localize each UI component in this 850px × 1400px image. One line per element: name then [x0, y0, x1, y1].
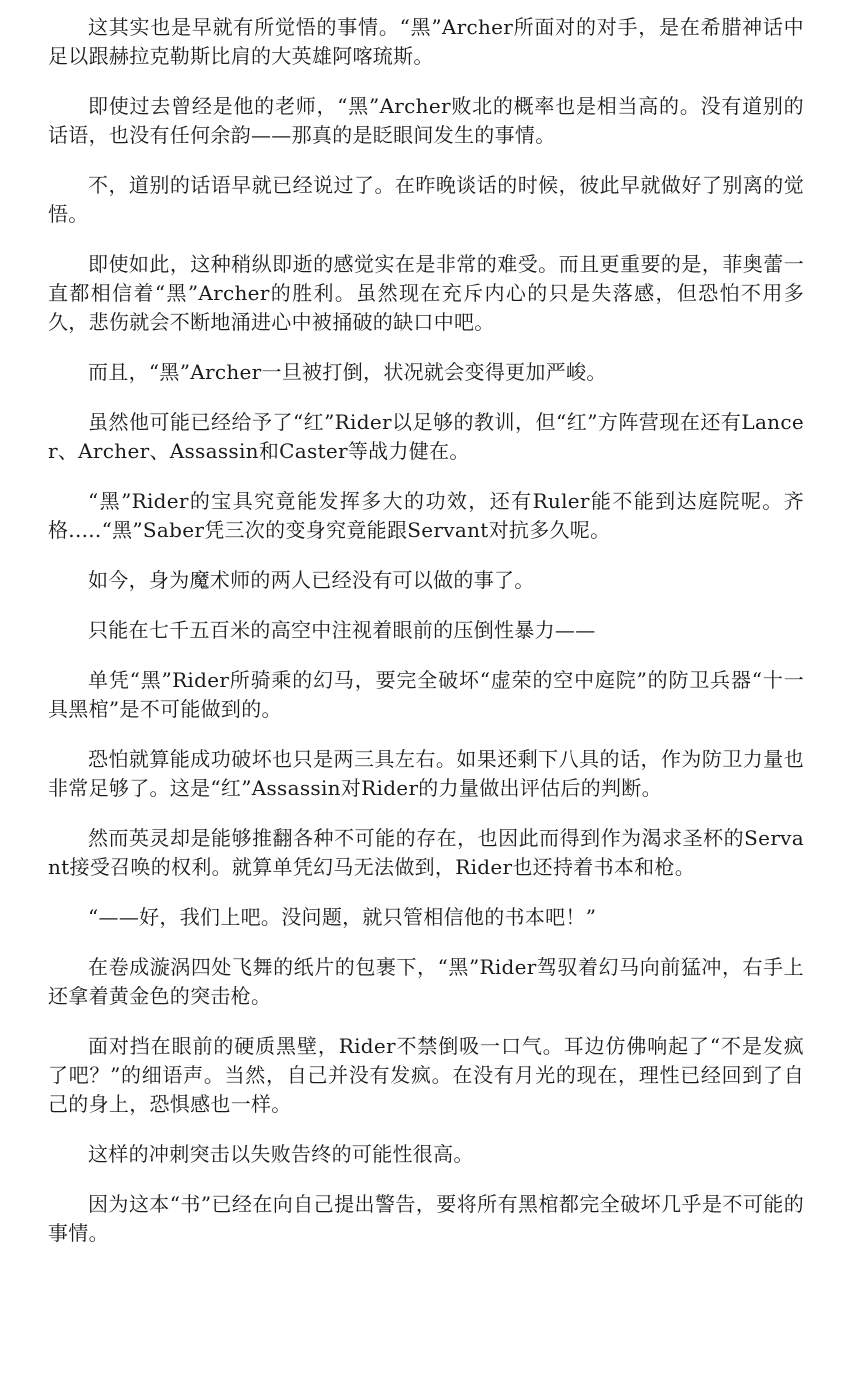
paragraph: 这其实也是早就有所觉悟的事情。“黑”Archer所面对的对手，是在希腊神话中足以跟赫拉克勒斯比肩的大英雄阿喀琉斯。 — [48, 15, 804, 68]
paragraph: 恐怕就算能成功破坏也只是两三具左右。如果还剩下八具的话，作为防卫力量也非常足够了。这是“红”Assassin对Rider的力量做出评估后的判断。 — [48, 747, 804, 800]
paragraph: “——好，我们上吧。没问题，就只管相信他的书本吧！” — [88, 905, 597, 929]
novel-page — [48, 13, 804, 1269]
paragraph: 然而英灵却是能够推翻各种不可能的存在，也因此而得到作为渴求圣杯的Servant接受召唤的权利。就算单凭幻马无法做到，Rider也还持着书本和枪。 — [48, 826, 804, 879]
paragraph: “黑”Rider的宝具究竟能发挥多大的功效，还有Ruler能不能到达庭院呢。齐格.....“黑”Saber凭三次的变身究竟能跟Servant对抗多久呢。 — [48, 489, 804, 542]
paragraph: 即使如此，这种稍纵即逝的感觉实在是非常的难受。而且更重要的是，菲奥蕾一直都相信着“黑”Archer的胜利。虽然现在充斥内心的只是失落感，但恐怕不用多久，悲伤就会不断地涌进心中被捅破的缺口中吧。 — [48, 252, 804, 334]
paragraph: 单凭“黑”Rider所骑乘的幻马，要完全破坏“虚荣的空中庭院”的防卫兵器“十一具黑棺”是不可能做到的。 — [48, 668, 804, 721]
paragraph: 因为这本“书”已经在向自己提出警告，要将所有黑棺都完全破坏几乎是不可能的事情。 — [48, 1192, 804, 1245]
paragraph: 这样的冲刺突击以失败告终的可能性很高。 — [88, 1142, 474, 1166]
paragraph: 在卷成漩涡四处飞舞的纸片的包裹下，“黑”Rider驾驭着幻马向前猛冲，右手上还拿着黄金色的突击枪。 — [48, 955, 804, 1008]
paragraph: 如今，身为魔术师的两人已经没有可以做的事了。 — [88, 568, 535, 592]
paragraph: 而且，“黑”Archer一旦被打倒，状况就会变得更加严峻。 — [88, 360, 607, 384]
paragraph: 不，道别的话语早就已经说过了。在昨晚谈话的时候，彼此早就做好了别离的觉悟。 — [48, 173, 804, 226]
paragraph: 面对挡在眼前的硬质黑壁，Rider不禁倒吸一口气。耳边仿佛响起了“不是发疯了吧？”的细语声。当然，自己并没有发疯。在没有月光的现在，理性已经回到了自己的身上，恐惧感也一样。 — [48, 1034, 804, 1116]
paragraph: 虽然他可能已经给予了“红”Rider以足够的教训，但“红”方阵营现在还有Lancer、Archer、Assassin和Caster等战力健在。 — [48, 410, 804, 463]
paragraph: 只能在七千五百米的高空中注视着眼前的压倒性暴力—— — [88, 618, 596, 642]
paragraph: 即使过去曾经是他的老师，“黑”Archer败北的概率也是相当高的。没有道别的话语，也没有任何余韵——那真的是眨眼间发生的事情。 — [48, 94, 804, 147]
